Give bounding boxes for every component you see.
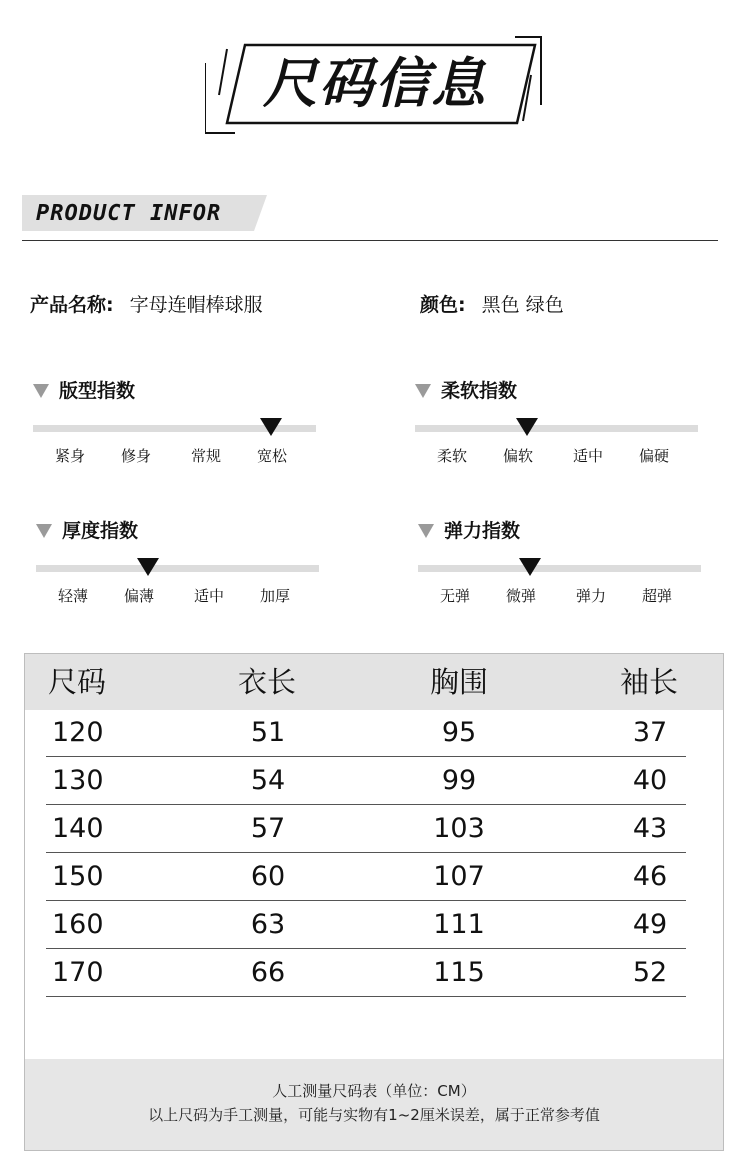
index-bar (415, 425, 698, 432)
row-divider (46, 900, 686, 901)
table-cell: 46 (632, 861, 668, 892)
table-cell: 120 (52, 717, 104, 748)
table-cell: 115 (433, 957, 485, 988)
triangle-down-icon (33, 384, 49, 398)
table-cell: 40 (632, 765, 668, 796)
index-marker-icon (519, 558, 541, 576)
index-title: 弹力指数 (444, 520, 521, 542)
table-cell: 49 (632, 909, 668, 940)
product-color (420, 292, 564, 318)
index-option: 常规 (191, 447, 222, 465)
index-option: 超弹 (642, 587, 673, 605)
table-cell: 130 (52, 765, 104, 796)
product-color-value: 黑色 绿色 (481, 294, 564, 316)
product-name (30, 292, 263, 318)
index-option: 加厚 (260, 587, 291, 605)
col-header-length: 衣长 (238, 665, 297, 699)
footer-disclaimer: 以上尺码为手工测量，可能与实物有1~2厘米误差，属于正常参考值 (148, 1106, 600, 1124)
divider (22, 240, 718, 241)
index-option: 偏软 (503, 447, 534, 465)
triangle-down-icon (36, 524, 52, 538)
table-cell: 103 (433, 813, 485, 844)
table-cell: 63 (250, 909, 286, 940)
product-name-value: 字母连帽棒球服 (129, 294, 263, 316)
index-elasticity (418, 518, 718, 618)
index-bar (418, 565, 701, 572)
index-title: 厚度指数 (62, 520, 139, 542)
row-divider (46, 996, 686, 997)
index-title: 柔软指数 (441, 380, 518, 402)
index-option: 轻薄 (58, 587, 89, 605)
index-option: 弹力 (576, 587, 607, 605)
index-softness (415, 378, 715, 478)
table-cell: 111 (433, 909, 485, 940)
index-marker-icon (260, 418, 282, 436)
index-option: 修身 (121, 447, 152, 465)
table-cell: 54 (250, 765, 286, 796)
col-header-sleeve: 袖长 (620, 665, 679, 699)
index-option: 微弹 (506, 587, 537, 605)
product-name-label: 产品名称: (30, 294, 114, 316)
triangle-down-icon (415, 384, 431, 398)
product-color-label: 颜色: (420, 294, 466, 316)
table-cell: 37 (632, 717, 668, 748)
size-table-header (25, 654, 723, 710)
table-cell: 99 (441, 765, 477, 796)
table-cell: 107 (433, 861, 485, 892)
col-header-size: 尺码 (48, 665, 107, 699)
index-option: 适中 (194, 587, 225, 605)
table-cell: 51 (250, 717, 286, 748)
index-option: 偏硬 (639, 447, 670, 465)
index-option: 适中 (573, 447, 604, 465)
index-fit (33, 378, 333, 478)
row-divider (46, 804, 686, 805)
table-cell: 57 (250, 813, 286, 844)
table-cell: 95 (441, 717, 477, 748)
table-cell: 160 (52, 909, 104, 940)
index-marker-icon (137, 558, 159, 576)
table-cell: 43 (632, 813, 668, 844)
product-tab-label: PRODUCT INFOR (36, 201, 222, 226)
index-thickness (36, 518, 336, 618)
table-cell: 140 (52, 813, 104, 844)
index-option: 无弹 (440, 587, 471, 605)
table-cell: 170 (52, 957, 104, 988)
row-divider (46, 756, 686, 757)
table-cell: 150 (52, 861, 104, 892)
table-cell: 60 (250, 861, 286, 892)
triangle-down-icon (418, 524, 434, 538)
index-option: 紧身 (55, 447, 86, 465)
table-cell: 52 (632, 957, 668, 988)
footer-unit-note: 人工测量尺码表（单位：CM） (272, 1082, 476, 1100)
row-divider (46, 948, 686, 949)
index-option: 宽松 (257, 447, 288, 465)
table-cell: 66 (250, 957, 286, 988)
page-title: 尺码信息 (263, 52, 487, 115)
index-title: 版型指数 (59, 380, 136, 402)
row-divider (46, 852, 686, 853)
index-bar (36, 565, 319, 572)
index-marker-icon (516, 418, 538, 436)
index-option: 柔软 (437, 447, 468, 465)
index-option: 偏薄 (124, 587, 155, 605)
col-header-chest: 胸围 (430, 665, 489, 699)
